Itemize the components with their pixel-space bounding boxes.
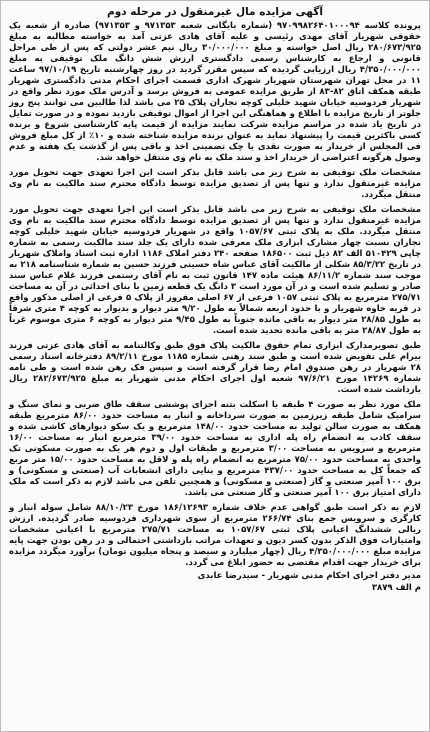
notice-paragraph-intro: پرونده کلاسه ۹۷۰۹۹۸۲۶۴۰۱۰۰۰۹۴ (شماره بایگانی شعبه ۹۷۱۳۵۳ و ۹۷۱۳۵۳) صادره از شعبه یک حقوقی شهریار آقای مهدی رئیسی و علیه آقای هادی عزتی آمد به خواسته مطالبه به مبلغ ۲۸۰/۶۷۳/۹۲۵ ریال اصل خواسته و مبلغ ۳۰/۰۰۰/۰۰۰ ریال نیم عشر دولتی که پس از طی مراحل قانونی و ارجاع به کارشناس رسمی دادگستری ارزش شش دانگ ملک توقیفی به مبلغ ۴/۳۵۰/۰۰۰/۰۰۰ ریال ارزیابی گردیده که سپس مقرر گردید در روز چهارشنبه تاریخ ۹۷/۱۰/۱۹ ساعت ۱۱ در محل تهران شهرستان شهریار شهرک اداری قسمت اجرای احکام مدنی دادگستری شهریار طبقه همکف اتاق ۸۲-۸۳ از طریق مزایده عمومی به فروش برسد و آدرس ملک مورد نظر واقع در شهریار فردوسیه خیابان شهید خلیلی کوچه نجاران پلاک ۲۵ می باشد لذا طالبین می توانند پنج روز جلوتر از تاریخ مزایده با اطلاع و هماهنگی این اجرا از اموال توقیفی بازدید نموده و در صورت تمایل در تاریخ یاد شده در مراسم مزایده شرکت نمایند مزایده از قیمت پایه کارشناسی شروع و برنده کسی باکثرین قیمت را پیشنهاد نماید به عنوان برنده مزایده شناخته شده و ۱۰٪ از کل مبلغ فروش فی المجلس از خریدار به صورت نقدی یا چک تضمینی اخذ و باقی پس از گذشت یک هفته و عدم وصول هرگونه اعتراضی از خریدار اخذ و سند ملک به نام وی منتقل خواهد شد. bbox=[9, 21, 422, 163]
notice-reference: م الف ۳۸۷۹ bbox=[371, 583, 421, 593]
notice-paragraph-ownership: طبق تصویرمدارک ابزاری تمام حقوق مالکیت پلاک فوق طبق وکالتنامه به آقای هادی عزتی فرزند بیرام علی تفویض شده است و طبق سند رهنی شماره ۱۱۸۵ مورخ ۸۹/۲/۱۱ دفترخانه اسناد رسمی ۲۸ شهریار در رهن صندوق امام رضا قرار گرفته است و سپس فک رهن شده است و طی نامه شماره ۱۴۲۶۹ مورخ ۹۷/۶/۲۱ شعبه اول اجرای احکام مدنی شهریار به مبلغ ۲۸۲/۶۷۳/۹۲۵ ریال بازداشت شده است. bbox=[9, 341, 421, 395]
notice-footer bbox=[9, 571, 421, 594]
notice-signature: مدیر دفتر اجرای احکام مدنی شهریار - سیدرضا عابدی bbox=[197, 571, 421, 581]
notice-title: آگهی مزایده مال غیرمنقول در مرحله دوم bbox=[107, 6, 323, 18]
notice-paragraph-property: مشخصات ملک توقیفی به شرح زیر می باشد قابل بذکر است این اجرا تعهدی جهت تحویل مورد مزایده غیرمنقول ندارد و تنها پس از تصدیق مزایده توسط دادگاه محترم سند مالکیت به نام وی منتقل میگردد. ملک به پلاک ثبتی ۱۰۵۷/۶۷ واقع در شهریار فردوسیه خیابان شهید خلیلی کوچه نجاران نسبت چهار مشارک ابزاری ملک معرفی شده دارای یک جلد سند مالکیت رسمی به شماره چاپی ۵۱۰۴۲۹ الف ۸۲ ذیل ثبت ۱۸۶۵۰۰ صفحه ۲۴۰ دفتر املاک ۱۱۸۶ اداره ثبت اسناد واملاک شهریار در تاریخ ۸۵/۳/۲۲ شکلی از مالکیت آقای عباس شاه حسینی فرزند حسین به شماره شناسنامه ۲۱۸ به موجب سند شماره ۸۶/۱۱/۲ هیئت ماده ۱۴۷ قانون ثبت به نام آقای رستمی فرزند غلام عباس سند صادر و تسلیم شده است و در آن مورد است ۳ دانگ یک قطعه زمین با بنای احداثی در آن به مساحت ۲۷۵/۷۱ مترمربع به پلاک ثبتی ۱۰۵۷ فرعی از ۶۷ اصلی مفروز از پلاک ۵ فرعی از اصلی مذکور واقع در قریه خاوه شهریار و با حدود اربعه شمالاً به طول ۹/۲۰ متر دیوار و بدیوار به کوچه ۴ متری شرقاً به طول ۲۸/۸۵ متر دیوار به باقی مانده جنوباً به طول ۹/۴۵ متر دیوار به کوچه ۶ متری موسوم غرباً به طول ۲۸/۸۷ متر به باقی مانده تحدید شده است. bbox=[9, 205, 422, 336]
notice-paragraph-building: ملک مورد نظر به صورت ۴ طبقه با اسکلت بتنه اجزای پوششی سقف طاق ضربی و نمای سنگ و سرامیک شامل طبقه زیرزمین به صورت سرداخانه و انبار به مساحت حدود ۸۶/۰۰ مترمربع طبقه همکف به صورت سالن تولید به مساحت حدود ۱۴۸/۰۰ مترمربع و یک سکو دیوارهای کاشی شده و سقف کاذب به انضمام راه پله اداری به مساحت حدود ۳۹/۰۰ مترمربع انبار به مساحت ۱۶/۰۰ مترمربع و سرویس به مساحت ۳/۰۰ مترمربع و طبقات اول و دوم هر یک به صورت مسکونی تک واحدی به مساحت حدود ۷۵/۰۰ مترمربع به انضمام راه پله و لاقل به مساحت حدود ۱۵/۰۰ متر مربع که جمعاً کل به مساحت حدود ۴۳۷/۰۰ مترمربع و بنایی دارای انشعابات آب (صنعتی و مسکونی) و برق ۱۰۰ آمپر صنعتی و گاز (صنعتی و مسکونی) و همچنین تلفن می باشد لازم به ذکر است که ملک دارای امتیاز برق ۱۰۰ آمپر صنعتی و گاز صنعتی می باشد. bbox=[9, 400, 422, 498]
notice-paragraph-disclaimer: مشخصات ملک توقیفی به شرح زیر می باشد قابل بذکر است این اجرا تعهدی جهت تحویل مورد مزایده غیرمنقول ندارد و تنها پس از تصدیق مزایده توسط دادگاه محترم سند مالکیت به نام وی منتقل میگردد. bbox=[9, 168, 421, 200]
notice-paragraph-valuation: لازم به ذکر است طبق گواهی عدم خلاف شماره ۱۸۶/۱۲۶۹۳ مورخ ۸۸/۱۰/۲۳ شامل سوله انبار و کارگری و سرویس جمع بنای ۲۶۶/۷۴ مترمربع از سوی شهرداری فردوسیه صادر گردیده. ارزش ریالی ششدانگ اعیانی پلاک ثبتی ۱۰۵۷/۶۷ به مساحت ۲۷۵/۷۱ مترمربع با اعیانی مشخصات وامتیازات فوق الذکر بدون کسر دیون و تعهدات مراتب بازداشتی احتمالی و در رهن بودن جهت پایه مزایده مبلغ ۴/۳۵۰/۰۰۰/۰۰۰ ریال (چهار میلیارد و سیصد و پنجاه میلیون تومان) برآورد میگردد مزایده برای خریدار جهت اقدام مقتضی به حضور ابلاغ می گردد. bbox=[9, 503, 422, 568]
